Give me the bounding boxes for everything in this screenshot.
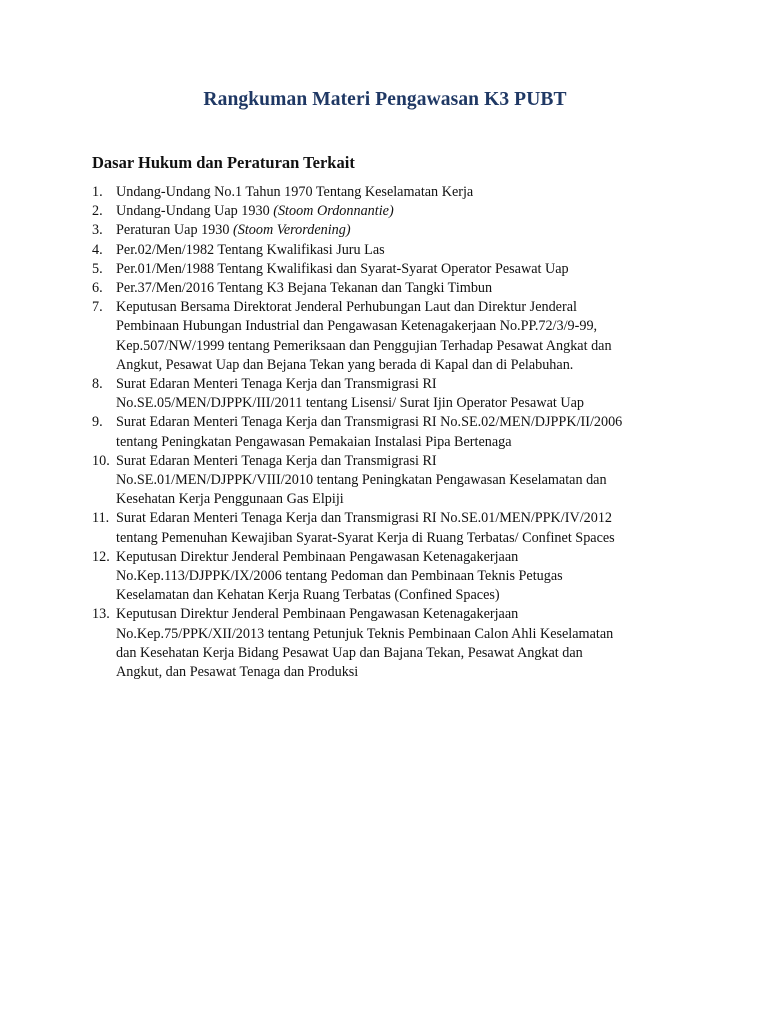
regulation-line-text: Surat Edaran Menteri Tenaga Kerja dan Transmigrasi RI No.SE.01/MEN/PPK/IV/2012 — [116, 510, 613, 527]
regulation-line — [116, 663, 678, 682]
regulation-line-text: tentang Pemenuhan Kewajiban Syarat-Syarat Kerja di Ruang Terbatas/ Confinet Spaces — [116, 529, 615, 546]
regulation-line — [116, 375, 678, 394]
regulation-line-text: Surat Edaran Menteri Tenaga Kerja dan Transmigrasi RI No.SE.02/MEN/DJPPK/II/2006 — [116, 414, 623, 431]
regulation-line — [116, 298, 678, 317]
regulation-line — [116, 337, 678, 356]
regulation-number: 1. — [92, 184, 103, 200]
regulation-line — [116, 413, 678, 432]
regulation-line-text: tentang Peningkatan Pengawasan Pemakaian Instalasi Pipa Bertenaga — [116, 433, 512, 450]
regulation-line-text: Undang-Undang Uap 1930 — [116, 203, 274, 220]
regulation-item — [92, 279, 678, 298]
regulation-line-text: Undang-Undang No.1 Tahun 1970 Tentang Keselamatan Kerja — [116, 184, 474, 200]
regulation-text — [116, 183, 678, 202]
regulation-number: 4. — [92, 241, 103, 258]
regulation-text — [116, 202, 678, 221]
regulation-line-text: Surat Edaran Menteri Tenaga Kerja dan Transmigrasi RI — [116, 376, 437, 393]
regulation-note: (Stoom Ordonnantie) — [273, 203, 394, 220]
regulation-line-text: Keputusan Bersama Direktorat Jenderal Perhubungan Laut dan Direktur Jenderal — [116, 299, 577, 316]
regulation-line-text: Keputusan Direktur Jenderal Pembinaan Pengawasan Ketenagakerjaan — [116, 548, 519, 565]
regulation-item — [92, 241, 678, 260]
regulation-number: 9. — [92, 414, 103, 431]
regulation-line-text: Per.02/Men/1982 Tentang Kwalifikasi Juru Las — [116, 241, 385, 258]
regulation-number: 6. — [92, 280, 103, 297]
document-title: Rangkuman Materi Pengawasan K3 PUBT — [203, 89, 567, 110]
regulation-text — [116, 509, 678, 547]
regulation-item — [92, 509, 678, 547]
regulation-item — [92, 260, 678, 279]
regulation-line — [116, 548, 678, 567]
regulation-text — [116, 548, 678, 606]
regulation-line — [116, 509, 678, 528]
regulation-number: 3. — [92, 222, 103, 239]
regulation-line — [116, 356, 678, 375]
regulation-note: (Stoom Verordening) — [233, 222, 351, 239]
regulation-text — [116, 375, 678, 413]
regulation-line — [116, 605, 678, 624]
regulation-text — [116, 452, 678, 510]
regulation-number: 5. — [92, 260, 103, 277]
regulation-line-text: Kep.507/NW/1999 tentang Pemeriksaan dan Penggujian Terhadap Pesawat Angkat dan — [116, 337, 612, 354]
regulation-item — [92, 413, 678, 451]
regulation-text — [116, 413, 678, 451]
regulation-line — [116, 567, 678, 586]
regulation-line — [116, 260, 678, 279]
regulation-item — [92, 202, 678, 221]
regulation-line-text: Peraturan Uap 1930 — [116, 222, 234, 239]
regulation-number: 11. — [92, 510, 110, 527]
section-heading: Dasar Hukum dan Peraturan Terkait — [92, 153, 355, 172]
regulation-item — [92, 548, 678, 606]
regulation-line — [116, 317, 678, 336]
regulation-line — [116, 644, 678, 663]
regulation-line — [116, 241, 678, 260]
regulation-line-text: Angkut, dan Pesawat Tenaga dan Produksi — [116, 664, 359, 681]
regulation-line-text: dan Kesehatan Kerja Bidang Pesawat Uap dan Bajana Tekan, Pesawat Angkat dan — [116, 644, 583, 661]
regulation-line — [116, 452, 678, 471]
regulation-line-text: No.Kep.113/DJPPK/IX/2006 tentang Pedoman dan Pembinaan Teknis Petugas — [116, 568, 563, 585]
regulation-line — [116, 221, 678, 240]
regulation-number: 2. — [92, 203, 103, 220]
regulation-item — [92, 605, 678, 682]
regulation-line-text: No.Kep.75/PPK/XII/2013 tentang Petunjuk Teknis Pembinaan Calon Ahli Keselamatan — [116, 625, 614, 642]
regulation-line-text: Per.01/Men/1988 Tentang Kwalifikasi dan Syarat-Syarat Operator Pesawat Uap — [116, 260, 569, 277]
regulation-line — [116, 394, 678, 413]
regulation-item — [92, 221, 678, 240]
regulation-line — [116, 625, 678, 644]
regulation-line-text: No.SE.01/MEN/DJPPK/VIII/2010 tentang Peningkatan Pengawasan Keselamatan dan — [116, 472, 607, 489]
regulation-item — [92, 183, 678, 202]
regulation-text — [116, 241, 678, 260]
regulation-line — [116, 279, 678, 298]
regulation-text — [116, 279, 678, 298]
regulation-number: 10. — [92, 452, 110, 469]
regulation-line-text: Kesehatan Kerja Penggunaan Gas Elpiji — [116, 491, 344, 508]
regulation-text — [116, 260, 678, 279]
regulation-item — [92, 452, 678, 510]
regulation-item — [92, 375, 678, 413]
regulation-line — [116, 471, 678, 490]
regulation-number: 13. — [92, 606, 110, 623]
regulation-line — [116, 202, 678, 221]
regulation-line — [116, 183, 678, 202]
regulation-line — [116, 529, 678, 548]
regulation-line-text: Per.37/Men/2016 Tentang K3 Bejana Tekanan dan Tangki Timbun — [116, 280, 493, 297]
regulation-number: 12. — [92, 548, 110, 565]
regulation-number: 7. — [92, 299, 103, 316]
regulation-text — [116, 605, 678, 682]
regulation-line-text: Pembinaan Hubungan Industrial dan Pengawasan Ketenagakerjaan No.PP.72/3/9-99, — [116, 318, 598, 335]
regulation-list — [92, 183, 678, 682]
regulation-line — [116, 490, 678, 509]
regulation-line-text: Angkut, Pesawat Uap dan Bejana Tekan yang berada di Kapal dan di Pelabuhan. — [116, 356, 574, 373]
regulation-line-text: Keselamatan dan Kehatan Kerja Ruang Terbatas (Confined Spaces) — [116, 587, 500, 604]
regulation-line-text: No.SE.05/MEN/DJPPK/III/2011 tentang Lisensi/ Surat Ijin Operator Pesawat Uap — [116, 395, 584, 412]
regulation-number: 8. — [92, 376, 103, 393]
regulation-line-text: Keputusan Direktur Jenderal Pembinaan Pengawasan Ketenagakerjaan — [116, 606, 519, 623]
regulation-text — [116, 298, 678, 375]
regulation-line — [116, 586, 678, 605]
regulation-line-text: Surat Edaran Menteri Tenaga Kerja dan Transmigrasi RI — [116, 452, 437, 469]
regulation-text — [116, 221, 678, 240]
regulation-line — [116, 433, 678, 452]
regulation-item — [92, 298, 678, 375]
